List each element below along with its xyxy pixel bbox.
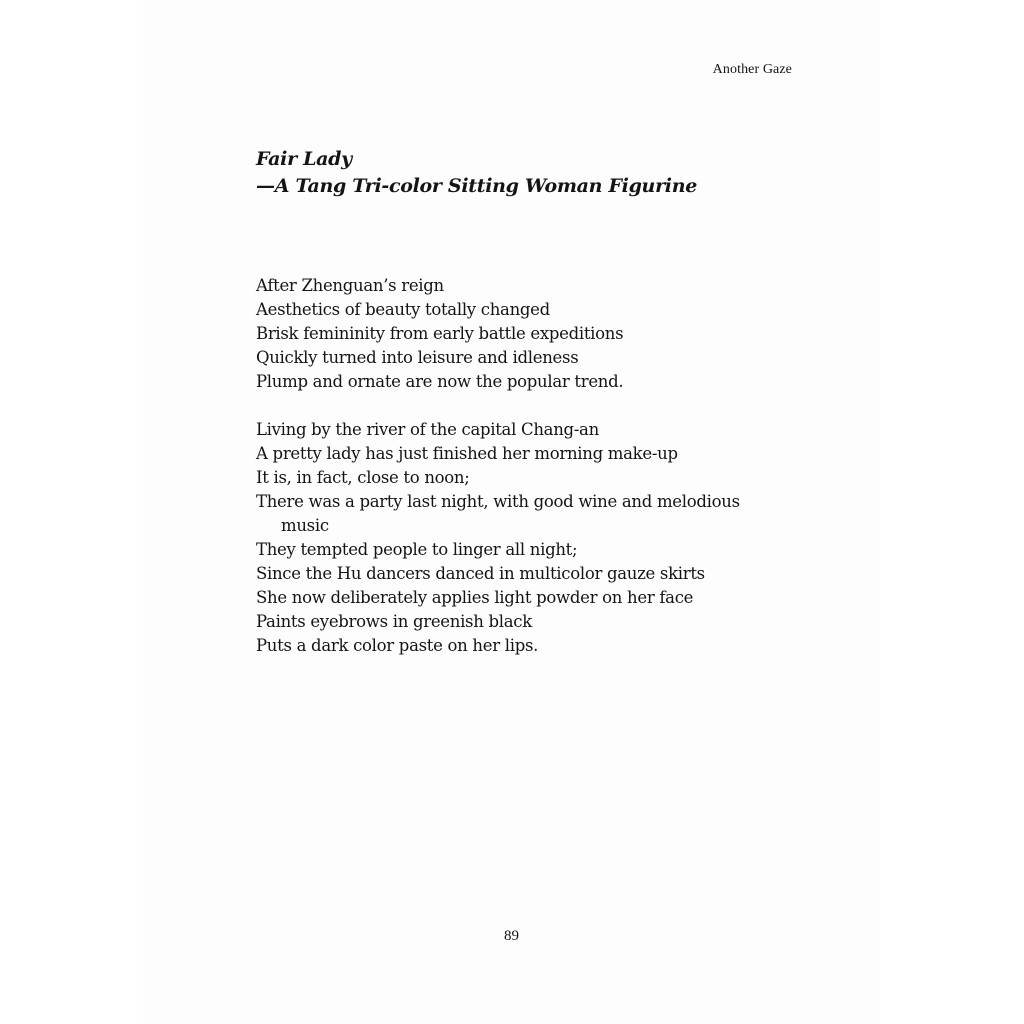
poem-subtitle: —A Tang Tri-color Sitting Woman Figurine — [256, 175, 697, 197]
stanza-2 — [256, 418, 856, 658]
poem-line-continuation: music — [281, 516, 329, 535]
poem-line: A pretty lady has just finished her morning make-up — [256, 444, 678, 463]
poem-title-main: Fair Lady — [256, 148, 352, 170]
book-page — [143, 0, 880, 1024]
poem-line: Puts a dark color paste on her lips. — [256, 636, 539, 655]
poem-line: Brisk femininity from early battle expeditions — [256, 324, 624, 343]
poem-line: There was a party last night, with good wine and melodious — [256, 492, 740, 511]
poem-line: They tempted people to linger all night; — [256, 540, 578, 559]
poem-line: Living by the river of the capital Chang-an — [256, 420, 599, 439]
poem-body — [256, 274, 856, 682]
poem-line: Quickly turned into leisure and idleness — [256, 348, 579, 367]
poem-line: Paints eyebrows in greenish black — [256, 612, 532, 631]
poem-line: Since the Hu dancers danced in multicolor gauze skirts — [256, 564, 705, 583]
running-header: Another Gaze — [712, 62, 792, 77]
stanza-1 — [256, 274, 856, 394]
page-number: 89 — [504, 928, 519, 944]
poem-title — [256, 146, 697, 200]
poem-line: She now deliberately applies light powder on her face — [256, 588, 694, 607]
poem-line: It is, in fact, close to noon; — [256, 468, 470, 487]
poem-line: Aesthetics of beauty totally changed — [256, 300, 550, 319]
poem-line: After Zhenguan’s reign — [256, 276, 444, 295]
poem-line: Plump and ornate are now the popular trend. — [256, 372, 624, 391]
